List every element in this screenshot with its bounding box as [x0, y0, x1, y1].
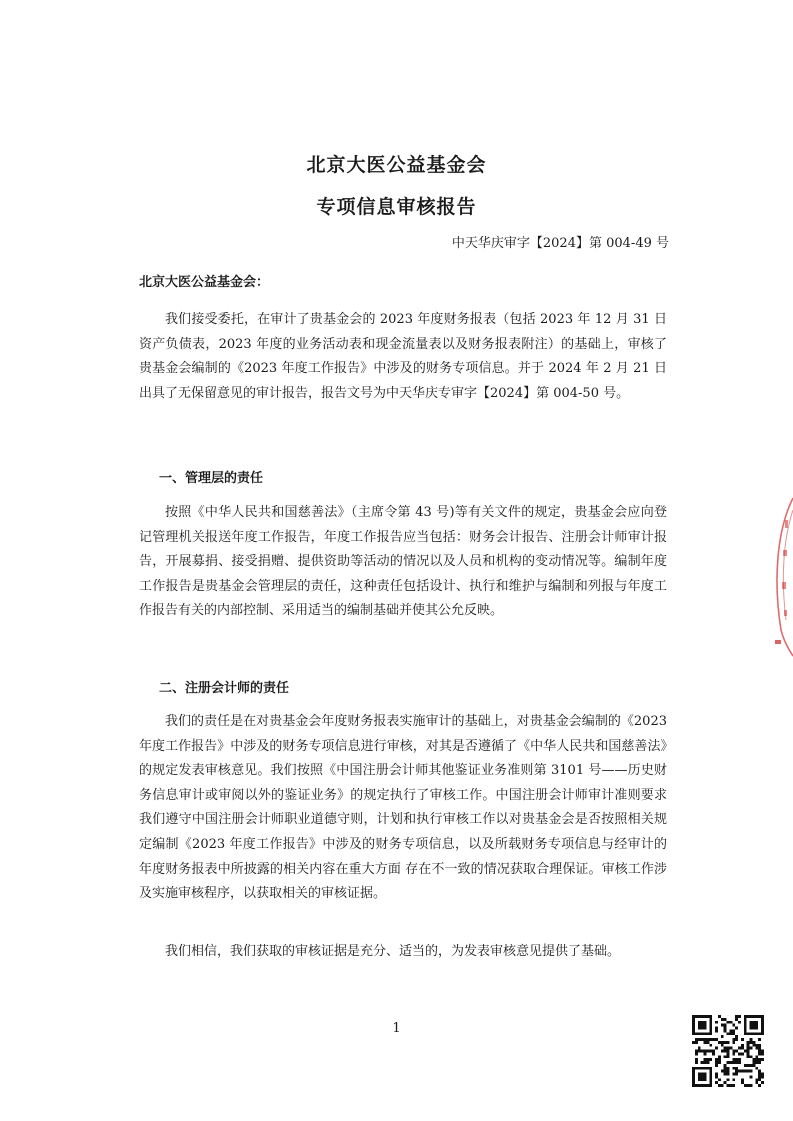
section1-paragraph: 按照《中华人民共和国慈善法》（主席令第 43 号)等有关文件的规定，贵基金会应向登记管理机关报送年度工作报告，年度工作报告应当包括：财务会计报告、注册会计师审计报告，开展募捐、接受捐赠、提供资助等活动的情况以及人员和机构的变动情况等。编制年度工作报告是贵基金会管理层的责任，这种责任包括设计、执行和维护与编制和列报与年度工作报告有关的内部控制、采用适当的编制基础并使其公允反映。 — [139, 505, 667, 619]
seal-stamp-icon — [767, 490, 793, 660]
section2-heading: 二、注册会计师的责任 — [159, 681, 290, 696]
intro-paragraph: 我们接受委托，在审计了贵基金会的 2023 年度财务报表（包括 2023 年 12 月 31 日资产负债表，2023 年度的业务活动表和现金流量表以及财务报表附注）的基础上，审核了贵基金会编制的《2023 年度工作报告》中涉及的财务专项信息。并于 2024 年 2 月 21 日出具了无保留意见的审计报告，报告文号为中天华庆专审字【2024】第 004-50 号。 — [139, 312, 667, 401]
addressee: 北京大医公益基金会： — [139, 275, 270, 290]
section2-paragraph2: 我们相信，我们获取的审核证据是充分、适当的，为发表审核意见提供了基础。 — [165, 944, 621, 959]
qr-code-icon — [692, 1015, 764, 1087]
report-title-line1: 北京大医公益基金会 — [306, 154, 487, 176]
section1-heading: 一、管理层的责任 — [159, 471, 264, 486]
report-number: 中天华庆审字【2024】第 004-49 号 — [451, 236, 669, 251]
section2-paragraph1: 我们的责任是在对贵基金会年度财务报表实施审计的基础上，对贵基金会编制的《2023 年度工作报告》中涉及的财务专项信息进行审核，对其是否遵循了《中华人民共和国慈善法》的规定发表审核意见。我们按照《中国注册会计师其他鉴证业务准则第 3101 号——历史财务信息审计或审阅以外的鉴证业务》的规定执行了审核工作。中国注册会计师审计准则要求我们遵守中国注册会计师职业道德守则，计划和执行审核工作以对贵基金会是否按照相关规定编制《2023 年度工作报告》中涉及的财务专项信息，以及所载财务专项信息与经审计的年度财务报表中所披露的相关内容在重大方面 存在不一致的情况获取合理保证。审核工作涉及实施审核程序，以获取相关的审核证据。 — [139, 714, 667, 902]
page-number: 1 — [392, 1021, 401, 1036]
report-title-line2: 专项信息审核报告 — [316, 196, 477, 218]
